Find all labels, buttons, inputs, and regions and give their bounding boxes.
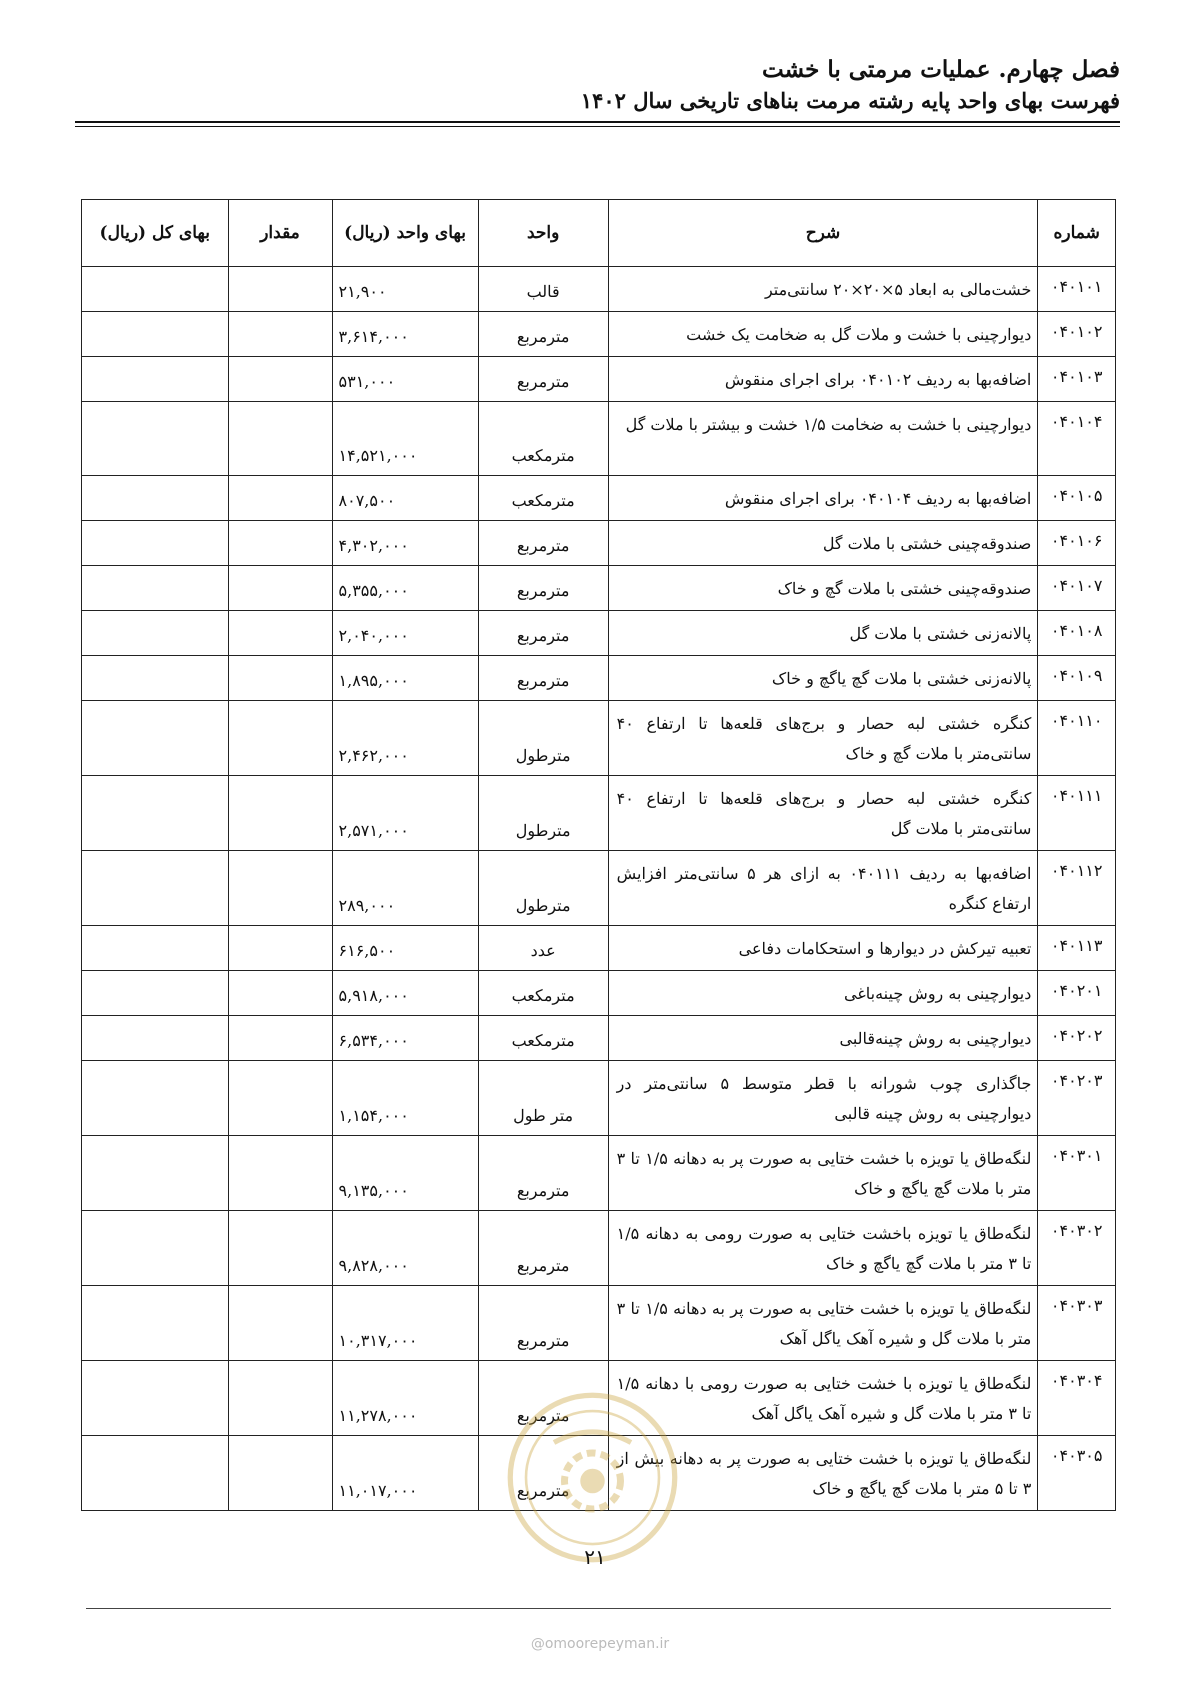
header-rule-top	[75, 121, 1120, 123]
row-quantity[interactable]	[228, 1211, 332, 1286]
table-row	[82, 971, 1116, 1016]
row-description: لنگه‌طاق یا تویزه با خشت ختایی به صورت پر به دهانه ۱/۵ تا ۳ متر با ملات گچ یاگچ و خاک	[608, 1136, 1038, 1211]
table-row	[82, 566, 1116, 611]
row-number: ۰۴۰۳۰۲	[1038, 1211, 1116, 1286]
row-total-price[interactable]	[82, 701, 229, 776]
row-total-price[interactable]	[82, 402, 229, 476]
row-number: ۰۴۰۲۰۱	[1038, 971, 1116, 1016]
row-quantity[interactable]	[228, 476, 332, 521]
row-unit-price: ۱,۸۹۵,۰۰۰	[332, 656, 478, 701]
row-description: اضافه‌بها به ردیف ۰۴۰۱۰۴ برای اجرای منقوش	[608, 476, 1038, 521]
table-row	[82, 701, 1116, 776]
row-number: ۰۴۰۱۱۰	[1038, 701, 1116, 776]
row-quantity[interactable]	[228, 776, 332, 851]
row-unit: مترمکعب	[478, 1016, 608, 1061]
row-description: اضافه‌بها به ردیف ۰۴۰۱۰۲ برای اجرای منقوش	[608, 357, 1038, 402]
row-number: ۰۴۰۱۰۷	[1038, 566, 1116, 611]
row-unit: مترمکعب	[478, 402, 608, 476]
row-total-price[interactable]	[82, 776, 229, 851]
row-unit-price: ۴,۳۰۲,۰۰۰	[332, 521, 478, 566]
row-number: ۰۴۰۲۰۲	[1038, 1016, 1116, 1061]
row-description: صندوقه‌چینی خشتی با ملات گل	[608, 521, 1038, 566]
header-description: شرح	[608, 200, 1038, 267]
row-total-price[interactable]	[82, 1211, 229, 1286]
row-quantity[interactable]	[228, 312, 332, 357]
price-table	[81, 199, 1116, 1511]
page-number: ۲۱	[584, 1545, 606, 1569]
row-unit-price: ۶۱۶,۵۰۰	[332, 926, 478, 971]
row-unit-price: ۱,۱۵۴,۰۰۰	[332, 1061, 478, 1136]
row-quantity[interactable]	[228, 926, 332, 971]
row-description: لنگه‌طاق یا تویزه با خشت ختایی به صورت پر به دهانه بیش از ۳ تا ۵ متر با ملات گچ یاگچ و خاک	[608, 1436, 1038, 1511]
table-row	[82, 776, 1116, 851]
row-number: ۰۴۰۳۰۴	[1038, 1361, 1116, 1436]
row-number: ۰۴۰۱۱۳	[1038, 926, 1116, 971]
row-description: تعبیه تیرکش در دیوارها و استحکامات دفاعی	[608, 926, 1038, 971]
row-total-price[interactable]	[82, 521, 229, 566]
row-description: دیوارچینی با خشت به ضخامت ۱/۵ خشت و بیشتر با ملات گل	[608, 402, 1038, 476]
header-number: شماره	[1038, 200, 1116, 267]
row-number: ۰۴۰۱۰۴	[1038, 402, 1116, 476]
row-description: کنگره خشتی لبه حصار و برج‌های قلعه‌ها تا ارتفاع ۴۰ سانتی‌متر با ملات گچ و خاک	[608, 701, 1038, 776]
row-total-price[interactable]	[82, 611, 229, 656]
row-quantity[interactable]	[228, 1361, 332, 1436]
row-quantity[interactable]	[228, 851, 332, 926]
row-unit: مترمربع	[478, 521, 608, 566]
table-row	[82, 611, 1116, 656]
row-number: ۰۴۰۲۰۳	[1038, 1061, 1116, 1136]
row-quantity[interactable]	[228, 1436, 332, 1511]
row-unit: مترمربع	[478, 566, 608, 611]
row-description: لنگه‌طاق یا تویزه با خشت ختایی به صورت پر به دهانه ۱/۵ تا ۳ متر با ملات گل و شیره آهک یاگل آهک	[608, 1286, 1038, 1361]
row-quantity[interactable]	[228, 1016, 332, 1061]
row-total-price[interactable]	[82, 267, 229, 312]
website-watermark: @omoorepeyman.ir	[530, 1636, 670, 1652]
row-unit-price: ۱۰,۳۱۷,۰۰۰	[332, 1286, 478, 1361]
row-unit: مترمربع	[478, 1211, 608, 1286]
row-number: ۰۴۰۱۰۹	[1038, 656, 1116, 701]
page-subtitle: فهرست بهای واحد پایه رشته مرمت بناهای تاریخی سال ۱۴۰۲	[580, 88, 1120, 113]
row-number: ۰۴۰۱۰۱	[1038, 267, 1116, 312]
row-description: دیوارچینی با خشت و ملات گل به ضخامت یک خشت	[608, 312, 1038, 357]
row-unit: مترمربع	[478, 1361, 608, 1436]
row-unit: مترمربع	[478, 312, 608, 357]
row-number: ۰۴۰۱۱۱	[1038, 776, 1116, 851]
row-unit-price: ۱۱,۲۷۸,۰۰۰	[332, 1361, 478, 1436]
row-description: لنگه‌طاق یا تویزه باخشت ختایی به صورت رومی به دهانه ۱/۵ تا ۳ متر با ملات گچ یاگچ و خاک	[608, 1211, 1038, 1286]
header-unit-price: بهای واحد (ریال)	[332, 200, 478, 267]
row-unit-price: ۱۴,۵۲۱,۰۰۰	[332, 402, 478, 476]
row-unit-price: ۲,۰۴۰,۰۰۰	[332, 611, 478, 656]
row-quantity[interactable]	[228, 611, 332, 656]
row-unit-price: ۳,۶۱۴,۰۰۰	[332, 312, 478, 357]
row-total-price[interactable]	[82, 971, 229, 1016]
row-quantity[interactable]	[228, 1061, 332, 1136]
row-unit: مترمربع	[478, 656, 608, 701]
row-total-price[interactable]	[82, 1286, 229, 1361]
table-row	[82, 1061, 1116, 1136]
row-unit: مترمربع	[478, 1136, 608, 1211]
header-total-price: بهای کل (ریال)	[82, 200, 229, 267]
row-total-price[interactable]	[82, 357, 229, 402]
table-row	[82, 1016, 1116, 1061]
row-unit: مترمربع	[478, 611, 608, 656]
table-row	[82, 1211, 1116, 1286]
row-unit-price: ۹,۱۳۵,۰۰۰	[332, 1136, 478, 1211]
row-description: کنگره خشتی لبه حصار و برج‌های قلعه‌ها تا ارتفاع ۴۰ سانتی‌متر با ملات گل	[608, 776, 1038, 851]
row-unit: مترمکعب	[478, 971, 608, 1016]
row-quantity[interactable]	[228, 267, 332, 312]
header-rule-bottom	[75, 126, 1120, 127]
row-unit-price: ۵,۹۱۸,۰۰۰	[332, 971, 478, 1016]
row-unit-price: ۲,۵۷۱,۰۰۰	[332, 776, 478, 851]
row-unit-price: ۹,۸۲۸,۰۰۰	[332, 1211, 478, 1286]
row-total-price[interactable]	[82, 312, 229, 357]
row-unit-price: ۸۰۷,۵۰۰	[332, 476, 478, 521]
row-description: جاگذاری چوب شورانه با قطر متوسط ۵ سانتی‌متر در دیوارچینی به روش چینه قالبی	[608, 1061, 1038, 1136]
row-number: ۰۴۰۱۰۵	[1038, 476, 1116, 521]
row-quantity[interactable]	[228, 1136, 332, 1211]
table-row	[82, 656, 1116, 701]
row-unit-price: ۲,۴۶۲,۰۰۰	[332, 701, 478, 776]
row-unit: مترطول	[478, 851, 608, 926]
table-header-row	[82, 200, 1116, 267]
footer-rule	[86, 1608, 1111, 1609]
row-quantity[interactable]	[228, 521, 332, 566]
row-total-price[interactable]	[82, 1361, 229, 1436]
row-unit: مترمربع	[478, 1436, 608, 1511]
row-unit-price: ۱۱,۰۱۷,۰۰۰	[332, 1436, 478, 1511]
row-number: ۰۴۰۱۰۸	[1038, 611, 1116, 656]
row-description: دیوارچینی به روش چینه‌باغی	[608, 971, 1038, 1016]
row-description: پالانه‌زنی خشتی با ملات گچ یاگچ و خاک	[608, 656, 1038, 701]
row-total-price[interactable]	[82, 1136, 229, 1211]
row-number: ۰۴۰۳۰۵	[1038, 1436, 1116, 1511]
table-row	[82, 1286, 1116, 1361]
row-quantity[interactable]	[228, 971, 332, 1016]
row-unit: مترمربع	[478, 357, 608, 402]
row-description: اضافه‌بها به ردیف ۰۴۰۱۱۱ به ازای هر ۵ سانتی‌متر افزایش ارتفاع کنگره	[608, 851, 1038, 926]
row-total-price[interactable]	[82, 566, 229, 611]
row-unit: متر طول	[478, 1061, 608, 1136]
table-row	[82, 476, 1116, 521]
row-description: پالانه‌زنی خشتی با ملات گل	[608, 611, 1038, 656]
row-unit-price: ۵,۳۵۵,۰۰۰	[332, 566, 478, 611]
table-row	[82, 851, 1116, 926]
row-unit-price: ۲۸۹,۰۰۰	[332, 851, 478, 926]
table-row	[82, 357, 1116, 402]
row-number: ۰۴۰۱۰۶	[1038, 521, 1116, 566]
row-number: ۰۴۰۳۰۳	[1038, 1286, 1116, 1361]
row-unit: مترطول	[478, 776, 608, 851]
page-header	[75, 55, 1120, 117]
row-description: صندوقه‌چینی خشتی با ملات گچ و خاک	[608, 566, 1038, 611]
row-quantity[interactable]	[228, 656, 332, 701]
table-row	[82, 312, 1116, 357]
table-row	[82, 267, 1116, 312]
row-number: ۰۴۰۱۰۳	[1038, 357, 1116, 402]
row-quantity[interactable]	[228, 402, 332, 476]
header-unit: واحد	[478, 200, 608, 267]
row-unit: مترطول	[478, 701, 608, 776]
row-unit: قالب	[478, 267, 608, 312]
row-number: ۰۴۰۱۱۲	[1038, 851, 1116, 926]
row-number: ۰۴۰۳۰۱	[1038, 1136, 1116, 1211]
row-total-price[interactable]	[82, 851, 229, 926]
row-unit-price: ۶,۵۳۴,۰۰۰	[332, 1016, 478, 1061]
row-total-price[interactable]	[82, 656, 229, 701]
row-unit: مترمکعب	[478, 476, 608, 521]
header-quantity: مقدار	[228, 200, 332, 267]
row-total-price[interactable]	[82, 1061, 229, 1136]
row-quantity[interactable]	[228, 357, 332, 402]
table-row	[82, 521, 1116, 566]
row-quantity[interactable]	[228, 1286, 332, 1361]
row-quantity[interactable]	[228, 566, 332, 611]
row-total-price[interactable]	[82, 1436, 229, 1511]
row-description: دیوارچینی به روش چینه‌قالبی	[608, 1016, 1038, 1061]
row-unit: مترمربع	[478, 1286, 608, 1361]
row-unit-price: ۲۱,۹۰۰	[332, 267, 478, 312]
row-total-price[interactable]	[82, 476, 229, 521]
row-unit-price: ۵۳۱,۰۰۰	[332, 357, 478, 402]
row-number: ۰۴۰۱۰۲	[1038, 312, 1116, 357]
logo-watermark	[505, 1390, 680, 1565]
row-description: لنگه‌طاق یا تویزه با خشت ختایی به صورت رومی با دهانه ۱/۵ تا ۳ متر با ملات گل و شیره آهک یاگل آهک	[608, 1361, 1038, 1436]
chapter-title: فصل چهارم. عملیات مرمتی با خشت	[762, 56, 1120, 83]
row-description: خشت‌مالی به ابعاد ۵×۲۰×۲۰ سانتی‌متر	[608, 267, 1038, 312]
row-total-price[interactable]	[82, 926, 229, 971]
table-row	[82, 926, 1116, 971]
row-total-price[interactable]	[82, 1016, 229, 1061]
row-quantity[interactable]	[228, 701, 332, 776]
table-row	[82, 402, 1116, 476]
table-row	[82, 1136, 1116, 1211]
row-unit: عدد	[478, 926, 608, 971]
